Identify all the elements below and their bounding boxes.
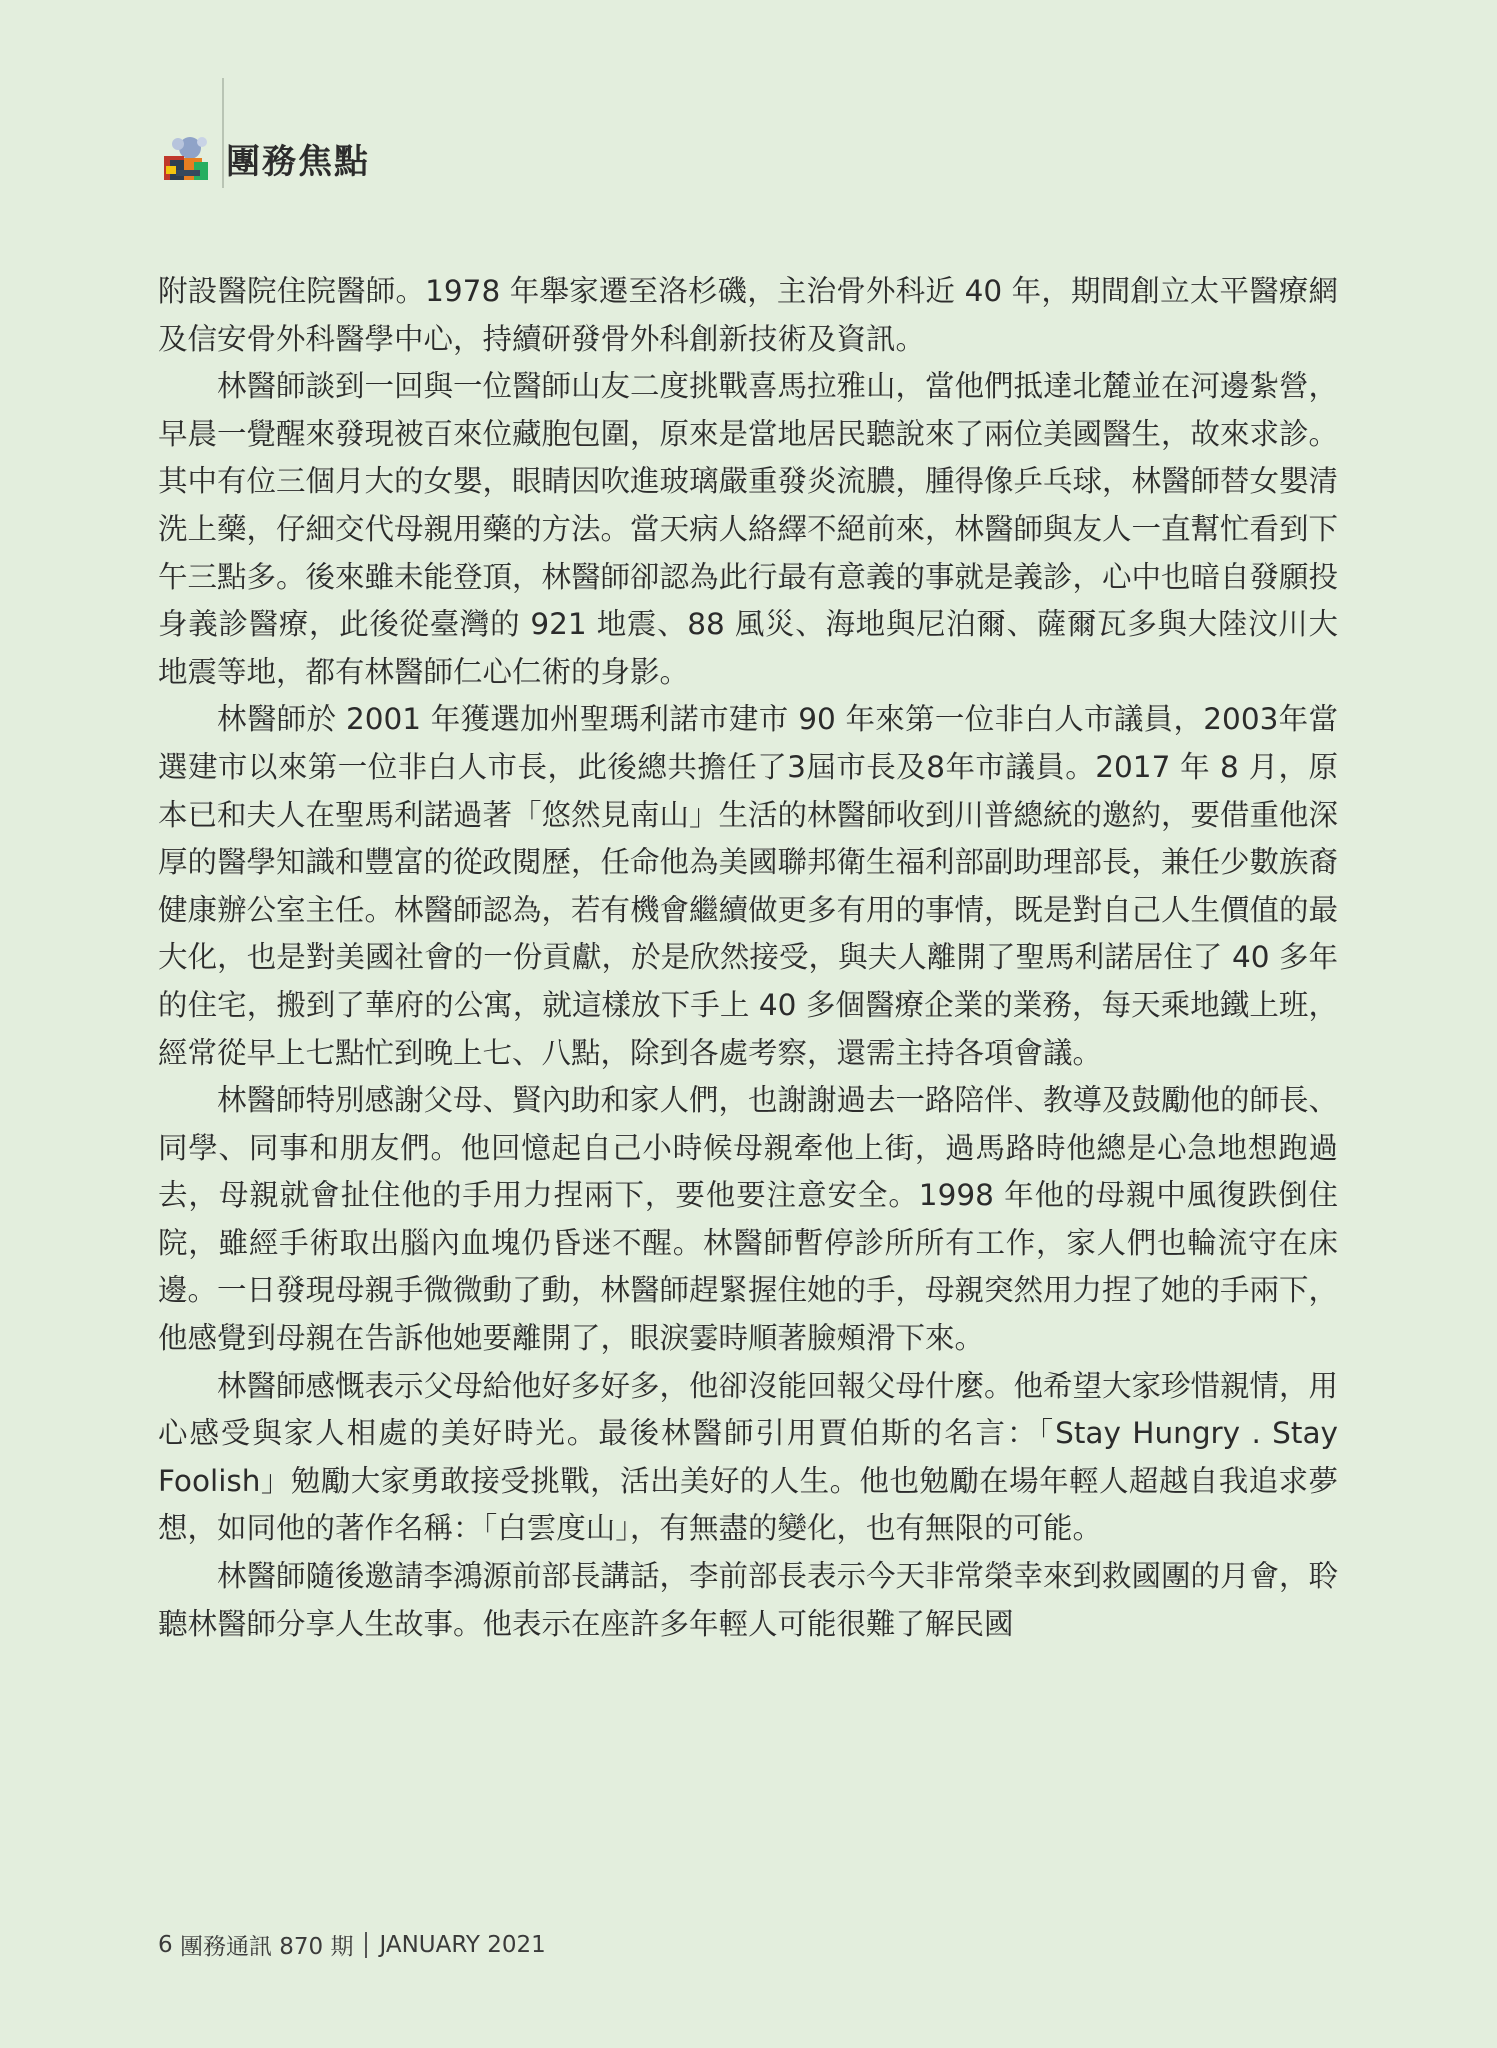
page-number: 6 [158,1931,173,1958]
section-logo-icon [158,130,220,186]
article-paragraph: 附設醫院住院醫師。1978 年舉家遷至洛杉磯，主治骨外科近 40 年，期間創立太平醫療網及信安骨外科醫學中心，持續研發骨外科創新技術及資訊。 [158,274,1338,356]
footer-divider [365,1932,367,1958]
publication-name: 團務通訊 870 期 [179,1934,354,1960]
section-header [158,128,370,188]
article-paragraph: 林醫師隨後邀請李鴻源前部長講話，李前部長表示今天非常榮幸來到救國團的月會，聆聽林醫師分享人生故事。他表示在座許多年輕人可能很難了解民國 [158,1559,1339,1641]
section-title: 團務焦點 [226,141,370,182]
page-footer [158,1928,546,1961]
article-paragraph: 林醫師談到一回與一位醫師山友二度挑戰喜馬拉雅山，當他們抵達北麓並在河邊紮營，早晨一覺醒來發現被百來位藏胞包圍，原來是當地居民聽說來了兩位美國醫生，故來求診。其中有位三個月大的女嬰，眼睛因吹進玻璃嚴重發炎流膿，腫得像乒乓球，林醫師替女嬰清洗上藥，仔細交代母親用藥的方法。當天病人絡繹不絕前來，林醫師與友人一直幫忙看到下午三點多。後來雖未能登頂，林醫師卻認為此行最有意義的事就是義診，心中也暗自發願投身義診醫療，此後從臺灣的 921 地震、88 風災、海地與尼泊爾、薩爾瓦多與大陸汶川大地震等地，都有林醫師仁心仁術的身影。 [158,369,1339,689]
article-paragraph: 林醫師特別感謝父母、賢內助和家人們，也謝謝過去一路陪伴、教導及鼓勵他的師長、同學、同事和朋友們。他回憶起自己小時候母親牽他上街，過馬路時他總是心急地想跑過去，母親就會扯住他的手用力捏兩下，要他要注意安全。1998 年他的母親中風復跌倒住院，雖經手術取出腦內血塊仍昏迷不醒。林醫師暫停診所所有工作，家人們也輪流守在床邊。一日發現母親手微微動了動，林醫師趕緊握住她的手，母親突然用力捏了她的手兩下，他感覺到母親在告訴他她要離開了，眼淚霎時順著臉頰滑下來。 [158,1083,1339,1356]
article-paragraph: 林醫師於 2001 年獲選加州聖瑪利諾市建市 90 年來第一位非白人市議員，2003年當選建市以來第一位非白人市長，此後總共擔任了3屆市長及8年市議員。2017 年 8 月，原本已和夫人在聖馬利諾過著「悠然見南山」生活的林醫師收到川普總統的邀約，要借重他深厚的醫學知識和豐富的從政閱歷，任命他為美國聯邦衛生福利部副助理部長，兼任少數族裔健康辦公室主任。林醫師認為，若有機會繼續做更多有用的事情，既是對自己人生價值的最大化，也是對美國社會的一份貢獻，於是欣然接受，與夫人離開了聖馬利諾居住了 40 多年的住宅，搬到了華府的公寓，就這樣放下手上 40 多個醫療企業的業務，每天乘地鐵上班，經常從早上七點忙到晚上七、八點，除到各處考察，還需主持各項會議。 [158,702,1339,1070]
article-body [158,268,1338,1648]
article-paragraph: 林醫師感慨表示父母給他好多好多，他卻沒能回報父母什麼。他希望大家珍惜親情，用心感受與家人相處的美好時光。最後林醫師引用賈伯斯的名言：「Stay Hungry . Stay Foolish」勉勵大家勇敢接受挑戰，活出美好的人生。他也勉勵在場年輕人超越自我追求夢想，如同他的著作名稱：「白雲度山」，有無盡的變化，也有無限的可能。 [158,1368,1339,1546]
issue-date: JANUARY 2021 [379,1931,546,1958]
